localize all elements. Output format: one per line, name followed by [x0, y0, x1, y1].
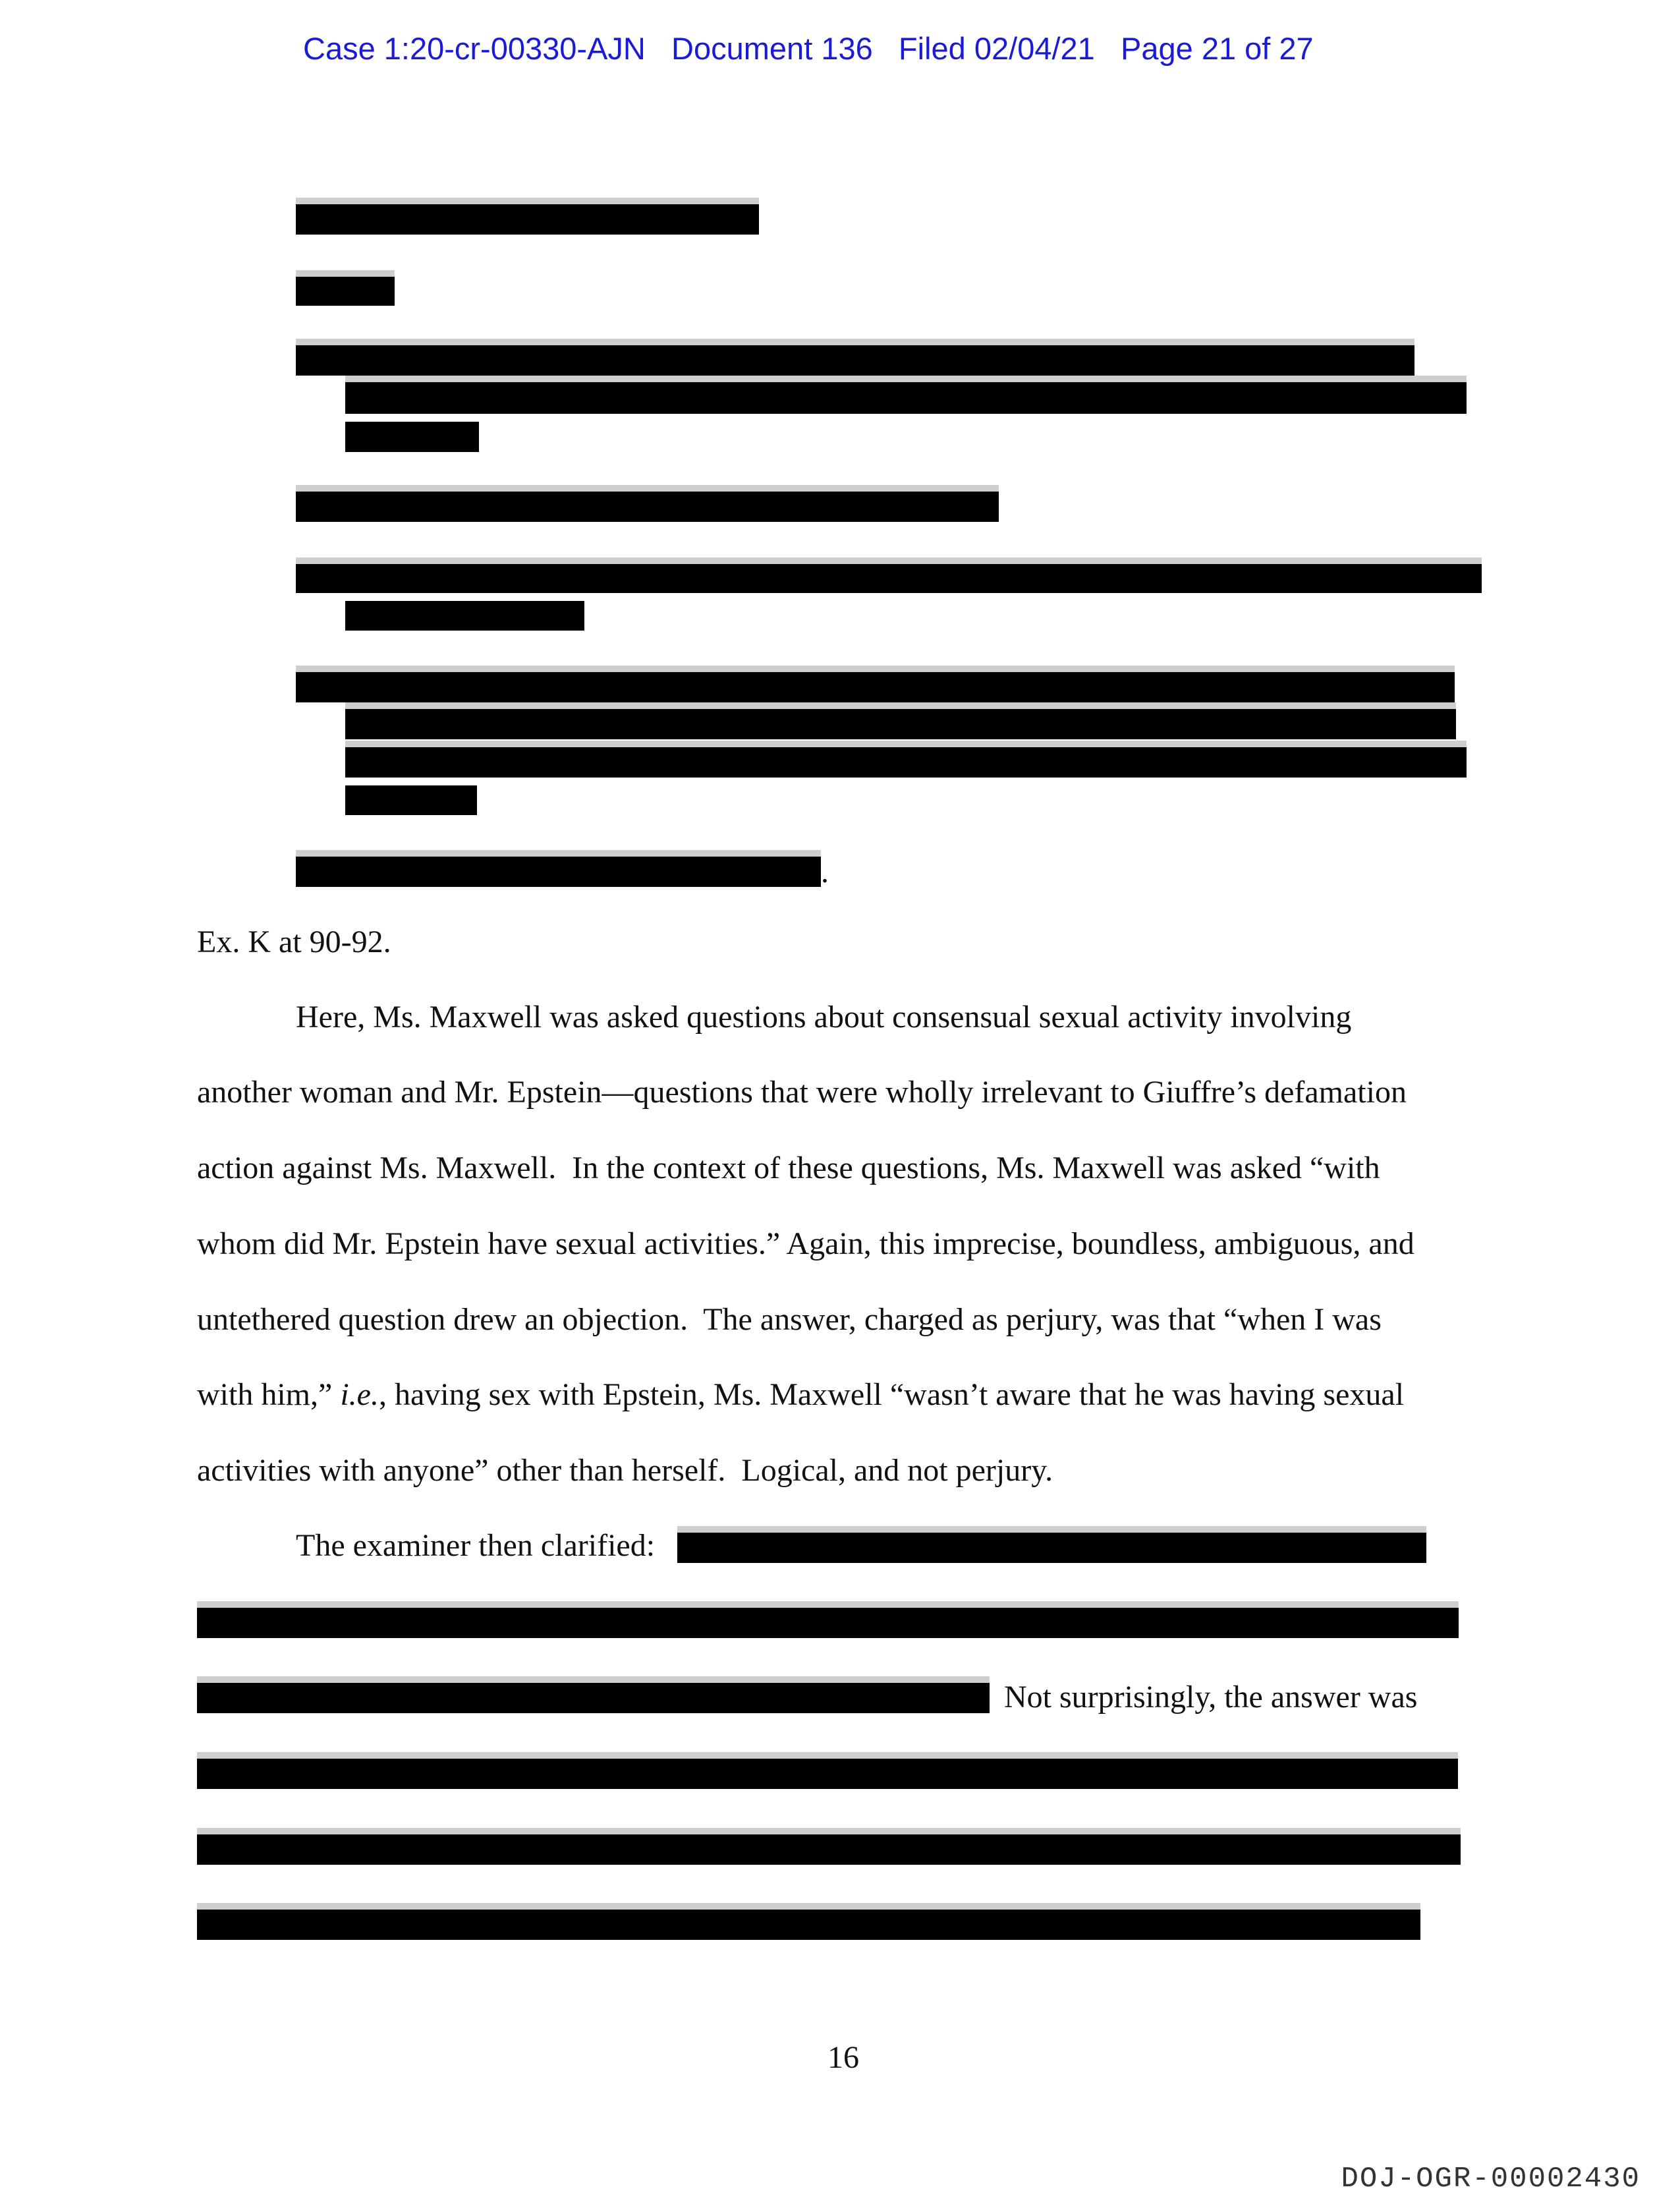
body-line: another woman and Mr. Epstein—questions that were wholly irrelevant to Giuffre’s defamation: [197, 1075, 1407, 1110]
body-line: untethered question drew an objection. The answer, charged as perjury, was that “when I was: [197, 1302, 1382, 1337]
redaction-block: [296, 564, 1482, 593]
redaction-block: [345, 422, 479, 452]
redaction-block: [345, 747, 1467, 778]
redaction-block: [197, 1759, 1458, 1789]
body-line: Not surprisingly, the answer was: [1004, 1680, 1418, 1715]
redaction-block: [345, 709, 1456, 739]
redaction-line-end: .: [821, 855, 829, 890]
body-line: The examiner then clarified:: [296, 1528, 656, 1563]
body-line: with him,” i.e., having sex with Epstein, Ms. Maxwell “wasn’t aware that he was having sexual: [197, 1377, 1405, 1412]
redaction-block: [296, 345, 1414, 376]
redaction-block: [296, 492, 999, 522]
redaction-block: [197, 1683, 990, 1713]
redaction-block: [345, 785, 477, 815]
italic-abbreviation: i.e.: [340, 1377, 379, 1412]
redaction-block: [296, 672, 1455, 702]
redaction-block: [197, 1834, 1461, 1865]
redaction-block: [296, 277, 395, 306]
redaction-block: [296, 204, 759, 235]
redaction-block: [677, 1533, 1426, 1563]
case-number: Case 1:20-cr-00330-AJN: [303, 31, 646, 66]
ecf-header: [303, 30, 1397, 67]
bates-number: DOJ-OGR-00002430: [1341, 2163, 1640, 2196]
redaction-block: [197, 1608, 1459, 1638]
body-line: Here, Ms. Maxwell was asked questions about consensual sexual activity involving: [296, 1000, 1352, 1035]
filed-date: Filed 02/04/21: [898, 31, 1095, 66]
redaction-block: [296, 857, 821, 887]
body-line: activities with anyone” other than herself. Logical, and not perjury.: [197, 1453, 1053, 1488]
document-number: Document 136: [671, 31, 873, 66]
redaction-block: [345, 382, 1467, 414]
page-number: 16: [827, 2040, 859, 2075]
redaction-block: [197, 1910, 1420, 1940]
redaction-block: [345, 601, 584, 631]
body-line: whom did Mr. Epstein have sexual activities.” Again, this imprecise, boundless, ambiguous, and: [197, 1226, 1414, 1261]
body-line: action against Ms. Maxwell. In the context of these questions, Ms. Maxwell was asked “with: [197, 1150, 1380, 1185]
page-of: Page 21 of 27: [1121, 31, 1314, 66]
citation: Ex. K at 90-92.: [197, 924, 391, 959]
